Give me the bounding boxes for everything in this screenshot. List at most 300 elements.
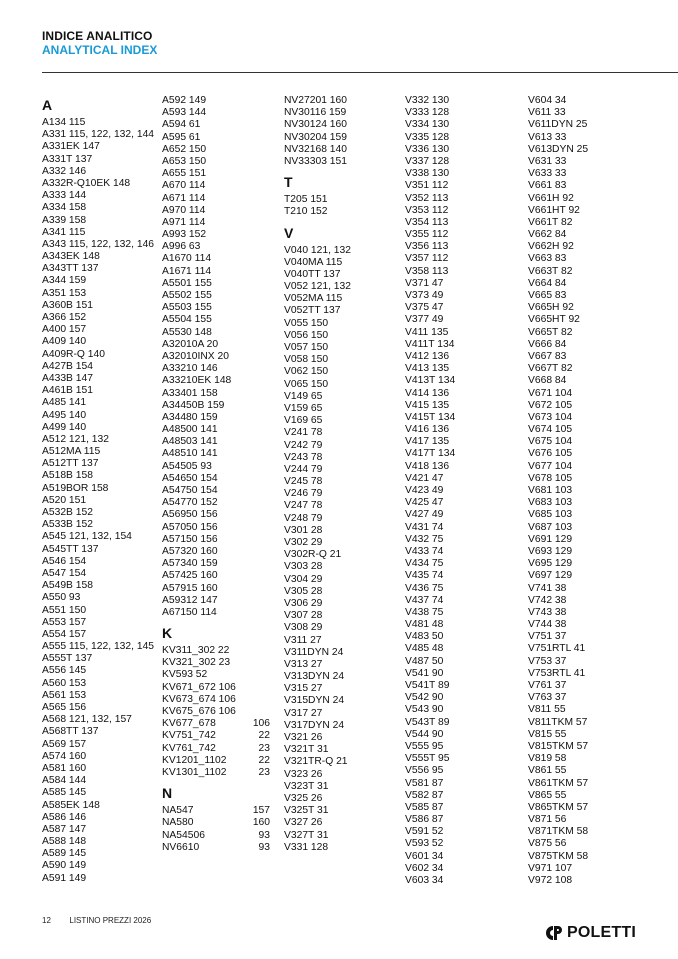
page-header	[42, 29, 157, 57]
index-entry: V421 47	[405, 472, 444, 484]
index-entry: V417 135	[405, 436, 450, 448]
index-entry: A532B 152	[42, 507, 93, 518]
index-entry: V674 105	[528, 424, 573, 436]
index-entry: V052MA 115	[284, 293, 343, 305]
index-entry: A57150 156	[162, 533, 218, 545]
index-entry: A34450B 159	[162, 399, 225, 411]
index-entry: V871TKM 58	[528, 826, 589, 838]
index-entry: A67150 114	[162, 606, 217, 618]
index-entry: V052TT 137	[284, 305, 341, 317]
index-entry: A585 145	[42, 787, 87, 799]
index-entry: V425 47	[405, 497, 444, 509]
index-entry: V753 37	[528, 655, 567, 667]
index-entry: V434 75	[405, 558, 444, 570]
index-entry: V412 136	[405, 350, 450, 362]
index-entry: A400 157	[42, 324, 87, 336]
index-entry: A556 145	[42, 665, 87, 677]
index-entry: V040 121, 132	[284, 244, 351, 256]
index-entry: A5501 155	[162, 277, 212, 289]
index-entry: A54505 93	[162, 460, 212, 472]
index-entry: V671 104	[528, 387, 573, 399]
entry-page: 23	[258, 766, 270, 778]
entry-code: KV761_742	[162, 742, 216, 754]
index-entry: V665H 92	[528, 302, 574, 314]
index-entry: V159 65	[284, 402, 323, 414]
index-entry	[162, 830, 270, 842]
index-entry: V581 87	[405, 777, 444, 789]
index-column-1	[42, 95, 156, 885]
index-entry: V355 112	[405, 229, 449, 241]
index-entry: V351 112	[405, 180, 449, 192]
entry-page: 106	[252, 718, 270, 730]
index-entry: V555 95	[405, 740, 444, 752]
index-entry: V427 49	[405, 509, 444, 521]
index-entry: NV27201 160	[284, 95, 347, 106]
index-entry: V487 50	[405, 655, 444, 667]
index-entry: V611 33	[528, 107, 566, 119]
brand-name: POLETTI	[567, 924, 636, 941]
index-entry: V323 26	[284, 768, 323, 780]
index-entry: A48503 141	[162, 436, 218, 448]
index-entry: A587 147	[42, 823, 87, 835]
index-entry: A550 93	[42, 592, 81, 604]
index-entry: V751 37	[528, 631, 567, 643]
index-entry: A970 114	[162, 204, 206, 216]
index-entry: A590 149	[42, 860, 87, 872]
index-entry: A54770 152	[162, 497, 218, 509]
index-entry: V415 135	[405, 399, 450, 411]
index-entry: V541 90	[405, 667, 444, 679]
index-entry: V871 56	[528, 814, 567, 826]
index-entry: V865 55	[528, 789, 567, 801]
index-entry: V248 79	[284, 512, 323, 524]
index-entry: A32010INX 20	[162, 350, 229, 362]
index-entry: V423 49	[405, 485, 444, 496]
index-entry: V613DYN 25	[528, 143, 589, 155]
index-entry: A671 114	[162, 192, 206, 204]
index-entry: A57915 160	[162, 582, 218, 594]
index-entry: KV671_672 106	[162, 681, 236, 693]
index-entry: A409R-Q 140	[42, 348, 105, 360]
index-entry: NV30116 159	[284, 107, 347, 119]
section-letter: N	[162, 785, 173, 802]
index-entry: A332R-Q10EK 148	[42, 177, 131, 189]
index-entry: A54750 154	[162, 485, 218, 496]
index-entry: KV321_302 23	[162, 657, 231, 669]
entry-page: 23	[258, 742, 270, 754]
index-entry: V811TKM 57	[528, 716, 588, 728]
index-entry: A592 149	[162, 95, 207, 106]
index-entry: V375 47	[405, 302, 444, 314]
index-entry: V541T 89	[405, 680, 450, 691]
index-entry: V661 83	[528, 180, 567, 192]
index-entry: V431 74	[405, 521, 444, 533]
index-entry: V585 87	[405, 801, 444, 813]
index-entry	[162, 743, 270, 755]
index-entry: A331T 137	[42, 153, 93, 165]
section-letter: V	[284, 224, 294, 241]
index-entry: A512 121, 132	[42, 433, 109, 445]
index-entry: V743 38	[528, 606, 567, 618]
index-entry: A360B 151	[42, 299, 93, 311]
index-entry: V304 29	[284, 573, 323, 585]
index-entry	[162, 805, 270, 817]
index-entry: V811 55	[528, 704, 566, 716]
index-entry: A586 146	[42, 811, 87, 823]
index-entry: V663 83	[528, 253, 567, 265]
index-entry: A339 158	[42, 214, 87, 226]
index-entry: V317 27	[284, 707, 323, 719]
index-entry: A568TT 137	[42, 726, 99, 738]
index-entry: V676 105	[528, 448, 573, 460]
index-entry: V358 113	[405, 265, 449, 277]
index-entry: V875 56	[528, 838, 567, 850]
index-entry: V415T 134	[405, 411, 456, 423]
index-column-5	[528, 95, 640, 887]
index-entry: A48510 141	[162, 448, 218, 460]
index-entry: V751RTL 41	[528, 643, 586, 655]
index-entry: A547 154	[42, 567, 87, 579]
index-entry: V169 65	[284, 415, 323, 427]
index-entry: V691 129	[528, 533, 573, 545]
index-entry: V685 103	[528, 509, 573, 521]
index-entry: A48500 141	[162, 424, 218, 436]
index-entry: V321TR-Q 21	[284, 756, 348, 768]
index-entry: A343TT 137	[42, 263, 99, 275]
index-entry: V667T 82	[528, 363, 573, 375]
index-entry: V683 103	[528, 497, 573, 509]
index-entry: V673 104	[528, 411, 573, 423]
index-entry: T205 151	[284, 194, 328, 206]
index-entry: V245 78	[284, 476, 323, 488]
index-entry: V556 95	[405, 765, 444, 777]
index-entry: V377 49	[405, 314, 444, 326]
index-entry: V307 28	[284, 610, 323, 622]
index-entry: A343EK 148	[42, 251, 100, 263]
index-entry: V662 84	[528, 229, 567, 241]
index-entry: V603 34	[405, 875, 444, 886]
index-entry: V972 108	[528, 875, 573, 886]
document-title: LISTINO PREZZI 2026	[69, 916, 152, 925]
index-entry: V149 65	[284, 390, 323, 402]
index-entry: V438 75	[405, 606, 444, 618]
index-entry: A32010A 20	[162, 338, 219, 350]
index-entry: V040TT 137	[284, 268, 341, 280]
index-entry: V334 130	[405, 119, 450, 131]
index-entry: V662H 92	[528, 241, 574, 253]
index-entry: V352 113	[405, 192, 449, 204]
index-entry: A331EK 147	[42, 141, 100, 153]
index-entry: A545TT 137	[42, 543, 99, 555]
index-entry: A57050 156	[162, 521, 218, 533]
index-entry: A343 115, 122, 132, 146	[42, 238, 155, 250]
index-entry: A553 157	[42, 616, 87, 628]
index-entry: V681 103	[528, 485, 573, 496]
index-entry: A5502 155	[162, 290, 212, 301]
index-entry: V861TKM 57	[528, 777, 589, 789]
index-entry: A584 144	[42, 775, 87, 787]
index-entry: V065 150	[284, 378, 329, 390]
index-entry: V336 130	[405, 143, 450, 155]
index-entry: T210 152	[284, 206, 328, 218]
index-entry: V315DYN 24	[284, 695, 345, 707]
index-entry: A993 152	[162, 229, 207, 241]
index-entry: V062 150	[284, 366, 329, 378]
index-entry: A341 115	[42, 226, 86, 238]
index-entry: V435 74	[405, 570, 444, 582]
index-entry: A485 141	[42, 397, 87, 409]
index-entry: V332 130	[405, 95, 450, 106]
index-entry: V611DYN 25	[528, 119, 588, 131]
index-entry: A461B 151	[42, 385, 93, 397]
title-italian: INDICE ANALITICO	[42, 29, 153, 43]
index-entry: V331 128	[284, 841, 329, 853]
index-entry: A1671 114	[162, 265, 212, 277]
index-entry: V663T 82	[528, 265, 573, 277]
section-letter: T	[284, 174, 293, 191]
index-entry: V437 74	[405, 594, 444, 606]
index-entry: V667 83	[528, 350, 567, 362]
index-entry: V335 128	[405, 131, 450, 143]
index-entry: V604 34	[528, 95, 567, 106]
index-entry: V040MA 115	[284, 256, 343, 268]
index-entry: V753RTL 41	[528, 667, 586, 679]
index-entry: V315 27	[284, 683, 323, 695]
index-entry: A561 153	[42, 689, 87, 701]
index-entry: V695 129	[528, 558, 573, 570]
index-entry: A344 159	[42, 275, 87, 287]
index-entry: V593 52	[405, 838, 444, 850]
index-entry: A581 160	[42, 762, 87, 774]
index-entry: A54650 154	[162, 472, 218, 484]
index-entry: V413 135	[405, 363, 450, 375]
entry-code: KV751_742	[162, 730, 216, 742]
index-column-3	[284, 95, 398, 854]
index-entry: A555 115, 122, 132, 145	[42, 641, 155, 653]
index-entry: V665 83	[528, 290, 567, 301]
index-entry: KV673_674 106	[162, 693, 236, 705]
index-entry: V243 78	[284, 451, 323, 463]
index-entry: V668 84	[528, 375, 567, 387]
index-entry: V306 29	[284, 597, 323, 609]
index-entry: A495 140	[42, 409, 87, 421]
index-entry: A546 154	[42, 555, 87, 567]
entry-page: 157	[252, 805, 270, 817]
index-entry: V313DYN 24	[284, 671, 345, 683]
index-entry: NV32168 140	[284, 143, 347, 155]
index-entry: A594 61	[162, 119, 201, 131]
index-entry: V693 129	[528, 545, 573, 557]
index-entry: V411 135	[405, 326, 449, 338]
index-entry: V321T 31	[284, 744, 329, 756]
poletti-logo-icon	[544, 925, 564, 941]
index-entry	[162, 730, 270, 742]
index-entry: V661T 82	[528, 216, 573, 228]
index-entry: V244 79	[284, 463, 323, 475]
index-entry: A555T 137	[42, 653, 93, 665]
index-entry: A427B 154	[42, 360, 93, 372]
index-entry: KV675_676 106	[162, 706, 236, 717]
index-entry: V763 37	[528, 692, 567, 704]
index-entry: A512MA 115	[42, 446, 101, 458]
index-entry: A56950 156	[162, 509, 218, 521]
index-entry: A652 150	[162, 143, 207, 155]
index-entry: V665T 82	[528, 326, 573, 338]
entry-page: 93	[258, 841, 270, 853]
index-entry: V432 75	[405, 533, 444, 545]
index-entry: V666 84	[528, 338, 567, 350]
index-entry: A518B 158	[42, 470, 93, 482]
index-entry: V582 87	[405, 789, 444, 801]
index-entry: V327 26	[284, 817, 323, 829]
index-entry: V325T 31	[284, 805, 329, 817]
index-entry: V308 29	[284, 622, 323, 634]
index-entry: V815TKM 57	[528, 740, 589, 752]
index-entry: A591 149	[42, 872, 87, 884]
index-entry: A5503 155	[162, 302, 212, 314]
index-entry: V665HT 92	[528, 314, 580, 326]
entry-code: NA580	[162, 817, 194, 829]
index-entry: V815 55	[528, 728, 567, 740]
index-entry: V483 50	[405, 631, 444, 643]
index-entry: V481 48	[405, 619, 444, 631]
index-entry: A569 157	[42, 738, 87, 750]
index-entry	[162, 842, 270, 854]
index-column-4	[405, 95, 517, 887]
index-entry: V687 103	[528, 521, 573, 533]
index-entry: A551 150	[42, 604, 87, 616]
index-entry: V744 38	[528, 619, 567, 631]
section-letter: A	[42, 97, 53, 113]
index-entry: V302R-Q 21	[284, 549, 342, 561]
index-entry: V301 28	[284, 524, 323, 536]
index-entry: V544 90	[405, 728, 444, 740]
index-entry: V543 90	[405, 704, 444, 716]
page-footer	[42, 916, 151, 925]
index-entry	[162, 767, 270, 779]
index-entry: A134 115	[42, 117, 86, 128]
index-entry: V327T 31	[284, 829, 329, 841]
index-entry: NV30124 160	[284, 119, 347, 131]
index-entry: V242 79	[284, 439, 323, 451]
index-entry: A512TT 137	[42, 458, 99, 470]
title-english: ANALYTICAL INDEX	[42, 43, 158, 57]
index-entry: A996 63	[162, 241, 201, 253]
index-entry: A520 151	[42, 494, 87, 506]
index-entry	[162, 817, 270, 829]
index-entry: V664 84	[528, 277, 567, 289]
index-entry: V337 128	[405, 155, 450, 167]
index-entry: A57320 160	[162, 545, 218, 557]
index-entry: V058 150	[284, 354, 329, 366]
index-entry: A655 151	[162, 168, 207, 180]
index-entry: A5530 148	[162, 326, 212, 338]
index-entry: V247 78	[284, 500, 323, 512]
index-entry: V436 75	[405, 582, 444, 594]
index-entry: A351 153	[42, 287, 87, 299]
index-entry: A366 152	[42, 312, 87, 323]
index-entry: V433 74	[405, 545, 444, 557]
index-entry: A568 121, 132, 157	[42, 714, 132, 726]
index-entry: KV311_302 22	[162, 645, 230, 657]
index-entry: V865TKM 57	[528, 801, 589, 813]
index-entry: V321 26	[284, 732, 323, 743]
index-entry: V613 33	[528, 131, 567, 143]
index-entry: V661HT 92	[528, 204, 580, 216]
index-entry: V056 150	[284, 329, 329, 341]
header-divider	[42, 72, 678, 73]
index-entry: A59312 147	[162, 594, 218, 606]
index-entry: A670 114	[162, 180, 206, 192]
index-entry: NV33303 151	[284, 155, 347, 167]
index-entry: V373 49	[405, 290, 444, 301]
index-entry: A1670 114	[162, 253, 212, 265]
index-entry: V055 150	[284, 317, 329, 329]
index-entry: V971 107	[528, 862, 573, 874]
entry-code: NV6610	[162, 841, 200, 853]
entry-page: 160	[252, 817, 270, 829]
index-entry: V672 105	[528, 399, 573, 411]
index-entry: V601 34	[405, 850, 444, 862]
index-entry: V057 150	[284, 342, 329, 353]
index-entry: NV30204 159	[284, 131, 347, 143]
index-entry: V591 52	[405, 826, 444, 838]
index-entry: A595 61	[162, 131, 201, 143]
index-entry: A971 114	[162, 216, 206, 228]
index-entry: A549B 158	[42, 580, 93, 592]
index-entry: KV593 52	[162, 669, 208, 681]
index-entry: A589 145	[42, 848, 87, 860]
index-entry: A334 158	[42, 202, 87, 214]
index-entry: V338 130	[405, 168, 450, 180]
index-entry: V697 129	[528, 570, 573, 582]
index-entry: V555T 95	[405, 753, 450, 765]
index-entry: V313 27	[284, 658, 323, 670]
index-entry: V485 48	[405, 643, 444, 655]
index-entry: V678 105	[528, 472, 573, 484]
entry-code: NA54506	[162, 829, 205, 841]
index-entry: A499 140	[42, 421, 87, 433]
index-entry: V052 121, 132	[284, 281, 351, 293]
index-entry: V542 90	[405, 692, 444, 704]
index-entry: A653 150	[162, 155, 207, 167]
index-entry: V356 113	[405, 241, 449, 253]
index-entry: A33401 158	[162, 387, 218, 399]
page-number: 12	[42, 916, 51, 925]
index-entry: V741 38	[528, 582, 567, 594]
entry-code: KV1301_1102	[162, 766, 227, 778]
index-entry: V241 78	[284, 427, 323, 439]
index-entry: V602 34	[405, 862, 444, 874]
index-entry: A332 146	[42, 165, 87, 177]
index-entry: V311 27	[284, 634, 322, 646]
index-entry: A545 121, 132, 154	[42, 531, 132, 543]
index-entry: V586 87	[405, 814, 444, 826]
index-entry: V311DYN 24	[284, 646, 344, 658]
index-entry: V305 28	[284, 585, 323, 597]
index-entry: V861 55	[528, 765, 567, 777]
section-letter: K	[162, 625, 173, 642]
entry-page: 93	[258, 829, 270, 841]
entry-page: 22	[258, 754, 270, 766]
entry-code: KV677_678	[162, 718, 216, 730]
index-entry: V661H 92	[528, 192, 574, 204]
index-entry: A585EK 148	[42, 799, 100, 811]
index-entry: V742 38	[528, 594, 567, 606]
index-entry: A409 140	[42, 336, 87, 348]
index-entry: A519BOR 158	[42, 482, 109, 494]
index-entry: V354 113	[405, 216, 449, 228]
